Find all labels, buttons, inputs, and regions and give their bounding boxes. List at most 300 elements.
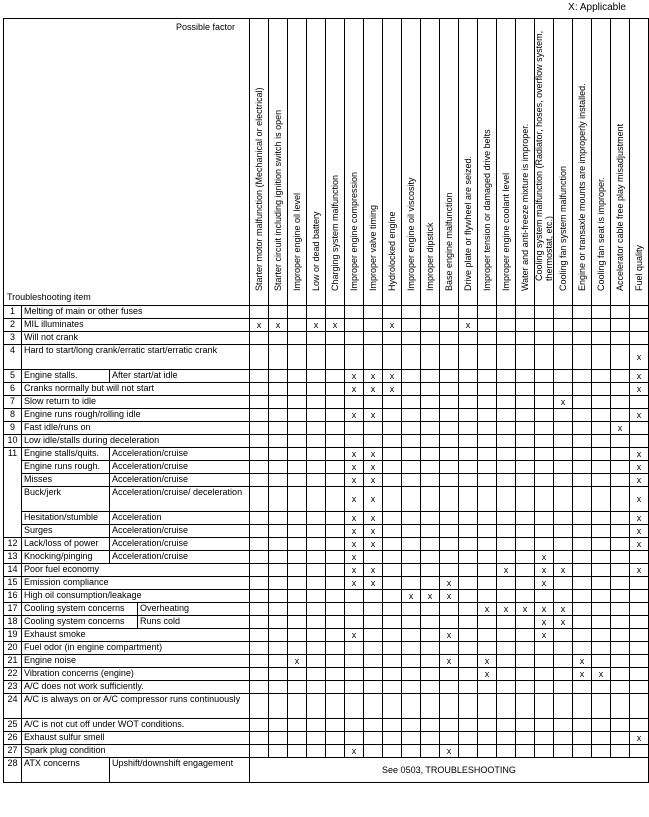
applicable-cell [269, 370, 288, 383]
applicable-cell [288, 590, 307, 603]
applicable-cell [516, 642, 535, 655]
applicable-cell [573, 590, 592, 603]
applicable-cell [592, 719, 611, 732]
applicable-cell [478, 681, 497, 694]
applicable-cell [478, 422, 497, 435]
factor-label: Water and anti-freeze mixture is improper. [519, 123, 530, 291]
table-row [4, 668, 649, 681]
applicable-cell [592, 396, 611, 409]
applicable-cell [250, 306, 269, 319]
table-row [4, 319, 649, 332]
applicable-cell: x [364, 383, 383, 396]
applicable-cell [535, 396, 554, 409]
table-row [4, 745, 649, 758]
applicable-cell [535, 642, 554, 655]
applicable-cell [345, 422, 364, 435]
applicable-cell [307, 474, 326, 487]
applicable-cell [383, 409, 402, 422]
applicable-cell [554, 681, 573, 694]
condition: Acceleration/cruise [110, 551, 250, 564]
applicable-cell [440, 448, 459, 461]
applicable-cell [592, 474, 611, 487]
applicable-cell [421, 448, 440, 461]
applicable-cell [497, 655, 516, 668]
applicable-cell [497, 487, 516, 512]
applicable-cell [269, 603, 288, 616]
applicable-cell [459, 681, 478, 694]
applicable-cell: x [345, 629, 364, 642]
applicable-cell [364, 435, 383, 448]
condition: Acceleration [110, 512, 250, 525]
applicable-cell [459, 732, 478, 745]
applicable-cell [459, 487, 478, 512]
applicable-cell [516, 732, 535, 745]
applicable-cell: x [269, 319, 288, 332]
applicable-cell [611, 345, 630, 370]
applicable-cell [402, 564, 421, 577]
row-number: 13 [4, 551, 22, 564]
applicable-cell [516, 383, 535, 396]
applicable-cell [421, 487, 440, 512]
applicable-cell [554, 590, 573, 603]
applicable-cell [535, 512, 554, 525]
applicable-cell [326, 306, 345, 319]
applicable-cell [573, 422, 592, 435]
troubleshooting-item: Exhaust smoke [22, 629, 250, 642]
applicable-cell [288, 383, 307, 396]
applicable-cell: x [630, 409, 649, 422]
applicable-cell [421, 435, 440, 448]
row-number: 21 [4, 655, 22, 668]
applicable-cell [250, 538, 269, 551]
condition: Overheating [138, 603, 250, 616]
applicable-cell [630, 668, 649, 681]
applicable-cell [516, 345, 535, 370]
table-row [4, 629, 649, 642]
applicable-cell [497, 616, 516, 629]
applicable-cell [516, 396, 535, 409]
applicable-cell [364, 551, 383, 564]
applicable-cell [383, 435, 402, 448]
applicable-cell [459, 370, 478, 383]
applicable-cell [440, 396, 459, 409]
row-number: 3 [4, 332, 22, 345]
applicable-cell [307, 332, 326, 345]
troubleshooting-item: Will not crank [22, 332, 250, 345]
applicable-cell [421, 409, 440, 422]
applicable-cell [288, 422, 307, 435]
applicable-cell [383, 448, 402, 461]
condition: Acceleration/cruise [110, 448, 250, 461]
applicable-cell [307, 383, 326, 396]
applicable-cell: x [630, 512, 649, 525]
row-number: 4 [4, 345, 22, 370]
applicable-cell [383, 332, 402, 345]
applicable-cell [383, 577, 402, 590]
applicable-cell [250, 590, 269, 603]
applicable-cell: x [326, 319, 345, 332]
applicable-cell: x [630, 383, 649, 396]
applicable-cell [383, 564, 402, 577]
applicable-cell [535, 732, 554, 745]
applicable-cell [250, 616, 269, 629]
applicable-cell [383, 474, 402, 487]
applicable-cell [383, 422, 402, 435]
applicable-cell: x [630, 461, 649, 474]
applicable-cell [592, 487, 611, 512]
applicable-cell [288, 448, 307, 461]
applicable-cell: x [535, 616, 554, 629]
table-row [4, 487, 649, 512]
applicable-cell [250, 564, 269, 577]
applicable-cell [497, 732, 516, 745]
applicable-cell [478, 616, 497, 629]
applicable-cell [269, 525, 288, 538]
applicable-cell [364, 719, 383, 732]
applicable-cell [288, 551, 307, 564]
applicable-cell [421, 306, 440, 319]
applicable-cell: x [364, 512, 383, 525]
applicable-cell [364, 319, 383, 332]
applicable-cell [383, 590, 402, 603]
applicable-cell [250, 745, 269, 758]
applicable-cell: x [459, 319, 478, 332]
applicable-cell [402, 345, 421, 370]
applicable-cell [535, 694, 554, 719]
applicable-cell [250, 668, 269, 681]
applicable-cell [516, 551, 535, 564]
applicable-cell [478, 409, 497, 422]
applicable-cell [288, 396, 307, 409]
applicable-cell [402, 319, 421, 332]
applicable-cell [383, 629, 402, 642]
applicable-cell [307, 642, 326, 655]
applicable-cell [383, 719, 402, 732]
applicable-cell [421, 668, 440, 681]
applicable-cell [611, 396, 630, 409]
applicable-cell [440, 668, 459, 681]
applicable-cell [402, 461, 421, 474]
condition: Acceleration/cruise [110, 525, 250, 538]
applicable-cell [573, 732, 592, 745]
applicable-cell [497, 332, 516, 345]
applicable-cell [250, 474, 269, 487]
applicable-cell [554, 487, 573, 512]
applicable-cell: x [535, 577, 554, 590]
see-reference: See 0503, TROUBLESHOOTING [250, 758, 649, 783]
applicable-cell [345, 306, 364, 319]
troubleshooting-item: MIL illuminates [22, 319, 250, 332]
applicable-cell [307, 396, 326, 409]
applicable-cell [573, 370, 592, 383]
condition: Acceleration/cruise [110, 538, 250, 551]
applicable-cell [402, 422, 421, 435]
applicable-cell [497, 525, 516, 538]
applicable-cell [421, 655, 440, 668]
applicable-cell [402, 512, 421, 525]
table-row [4, 306, 649, 319]
applicable-cell [326, 474, 345, 487]
applicable-cell: x [478, 668, 497, 681]
applicable-cell [573, 719, 592, 732]
applicable-cell [611, 551, 630, 564]
applicable-cell [326, 577, 345, 590]
applicable-cell [269, 435, 288, 448]
troubleshooting-item: High oil consumption/leakage [22, 590, 250, 603]
row-number: 12 [4, 538, 22, 551]
applicable-cell [250, 435, 269, 448]
applicable-cell [516, 512, 535, 525]
applicable-cell [459, 629, 478, 642]
applicable-cell [554, 512, 573, 525]
factor-header-18 [573, 19, 592, 306]
applicable-cell [478, 487, 497, 512]
applicable-cell: x [630, 538, 649, 551]
applicable-cell [402, 370, 421, 383]
applicable-cell [592, 306, 611, 319]
applicable-cell [535, 461, 554, 474]
applicable-cell [345, 345, 364, 370]
applicable-cell [383, 603, 402, 616]
applicable-cell [250, 345, 269, 370]
applicable-cell [269, 590, 288, 603]
applicable-cell [459, 668, 478, 681]
applicable-cell [307, 409, 326, 422]
applicable-cell [630, 590, 649, 603]
applicable-cell [269, 332, 288, 345]
troubleshooting-item: Engine stalls/quits. [22, 448, 110, 461]
applicable-cell [345, 642, 364, 655]
applicable-cell: x [345, 474, 364, 487]
applicable-cell [440, 551, 459, 564]
applicable-cell [326, 655, 345, 668]
applicable-cell [307, 422, 326, 435]
applicable-cell [459, 616, 478, 629]
applicable-cell: x [573, 668, 592, 681]
troubleshooting-table [3, 18, 649, 783]
troubleshooting-item: A/C does not work sufficiently. [22, 681, 250, 694]
applicable-cell [326, 551, 345, 564]
applicable-cell [402, 474, 421, 487]
applicable-cell: x [383, 319, 402, 332]
applicable-cell: x [402, 590, 421, 603]
row-number: 10 [4, 435, 22, 448]
table-row [4, 577, 649, 590]
applicable-cell [440, 461, 459, 474]
applicable-cell: x [440, 655, 459, 668]
applicable-cell [250, 422, 269, 435]
table-row [4, 422, 649, 435]
applicable-cell [497, 448, 516, 461]
applicable-cell [573, 409, 592, 422]
applicable-cell [440, 512, 459, 525]
factor-header-12 [459, 19, 478, 306]
applicable-cell [250, 448, 269, 461]
applicable-cell: x [364, 538, 383, 551]
applicable-cell [535, 681, 554, 694]
applicable-cell: x [345, 370, 364, 383]
applicable-cell [383, 732, 402, 745]
applicable-cell [516, 681, 535, 694]
troubleshooting-item: Engine noise [22, 655, 250, 668]
applicable-cell [535, 332, 554, 345]
applicable-cell [573, 319, 592, 332]
applicable-cell [573, 551, 592, 564]
applicable-cell: x [345, 512, 364, 525]
factor-header-15 [516, 19, 535, 306]
table-row [4, 551, 649, 564]
applicable-cell [573, 603, 592, 616]
applicable-cell [288, 370, 307, 383]
applicable-cell [440, 719, 459, 732]
applicable-cell: x [630, 487, 649, 512]
applicable-cell: x [421, 590, 440, 603]
applicable-cell [535, 525, 554, 538]
applicable-cell [554, 422, 573, 435]
applicable-cell [421, 422, 440, 435]
applicable-cell [554, 474, 573, 487]
applicable-cell [478, 435, 497, 448]
row-number: 5 [4, 370, 22, 383]
applicable-cell: x [630, 474, 649, 487]
applicable-cell [573, 564, 592, 577]
applicable-cell [478, 577, 497, 590]
applicable-cell: x [364, 525, 383, 538]
applicable-cell [326, 668, 345, 681]
applicable-cell [345, 332, 364, 345]
applicable-cell [326, 370, 345, 383]
applicable-cell [592, 332, 611, 345]
applicable-cell [421, 681, 440, 694]
applicable-cell [573, 487, 592, 512]
applicable-cell [326, 435, 345, 448]
applicable-cell [478, 694, 497, 719]
applicable-cell [573, 616, 592, 629]
legend: X: Applicable [568, 2, 626, 13]
applicable-cell [250, 694, 269, 719]
row-number: 9 [4, 422, 22, 435]
applicable-cell [250, 332, 269, 345]
applicable-cell [459, 345, 478, 370]
applicable-cell: x [345, 564, 364, 577]
applicable-cell [326, 383, 345, 396]
applicable-cell [535, 435, 554, 448]
applicable-cell [269, 694, 288, 719]
troubleshooting-item: ATX concerns [22, 758, 110, 783]
applicable-cell [307, 732, 326, 745]
applicable-cell [573, 396, 592, 409]
applicable-cell [535, 719, 554, 732]
applicable-cell [421, 512, 440, 525]
troubleshooting-item: Cooling system concerns [22, 603, 138, 616]
factor-label: Improper engine coolant level [500, 172, 511, 291]
applicable-cell [478, 551, 497, 564]
applicable-cell [459, 525, 478, 538]
applicable-cell [478, 719, 497, 732]
applicable-cell [554, 461, 573, 474]
applicable-cell [554, 332, 573, 345]
applicable-cell [592, 538, 611, 551]
applicable-cell [554, 306, 573, 319]
applicable-cell [307, 745, 326, 758]
applicable-cell [250, 525, 269, 538]
applicable-cell: x [535, 629, 554, 642]
factor-header-8 [383, 19, 402, 306]
applicable-cell [611, 616, 630, 629]
applicable-cell [440, 422, 459, 435]
applicable-cell [630, 719, 649, 732]
applicable-cell: x [345, 487, 364, 512]
row-number: 16 [4, 590, 22, 603]
applicable-cell [440, 306, 459, 319]
table-row [4, 474, 649, 487]
applicable-cell [307, 435, 326, 448]
applicable-cell [288, 745, 307, 758]
applicable-cell [573, 474, 592, 487]
applicable-cell: x [478, 655, 497, 668]
applicable-cell [326, 461, 345, 474]
applicable-cell [459, 564, 478, 577]
applicable-cell: x [554, 564, 573, 577]
applicable-cell [554, 525, 573, 538]
factor-label: Accelerator cable free play misadjustment [614, 123, 625, 291]
applicable-cell [535, 538, 554, 551]
applicable-cell [497, 383, 516, 396]
applicable-cell [535, 745, 554, 758]
applicable-cell [288, 525, 307, 538]
applicable-cell [630, 577, 649, 590]
applicable-cell: x [535, 564, 554, 577]
applicable-cell [630, 435, 649, 448]
table-row [4, 345, 649, 370]
applicable-cell [554, 370, 573, 383]
applicable-cell [364, 732, 383, 745]
applicable-cell [516, 668, 535, 681]
applicable-cell [573, 745, 592, 758]
applicable-cell [630, 319, 649, 332]
row-number: 11 [4, 448, 22, 538]
row-number: 2 [4, 319, 22, 332]
applicable-cell: x [630, 345, 649, 370]
applicable-cell [288, 435, 307, 448]
applicable-cell [421, 603, 440, 616]
applicable-cell [478, 525, 497, 538]
applicable-cell [497, 642, 516, 655]
applicable-cell: x [478, 603, 497, 616]
applicable-cell: x [440, 590, 459, 603]
applicable-cell: x [554, 603, 573, 616]
applicable-cell [345, 435, 364, 448]
factor-label: Charging system malfunction [329, 174, 340, 291]
table-row [4, 370, 649, 383]
applicable-cell [459, 694, 478, 719]
applicable-cell [402, 681, 421, 694]
applicable-cell [497, 719, 516, 732]
applicable-cell [402, 694, 421, 719]
applicable-cell: x [573, 655, 592, 668]
table-row [4, 512, 649, 525]
applicable-cell [516, 564, 535, 577]
applicable-cell [250, 461, 269, 474]
applicable-cell: x [440, 629, 459, 642]
row-number: 27 [4, 745, 22, 758]
applicable-cell: x [345, 745, 364, 758]
troubleshooting-item: Misses [22, 474, 110, 487]
applicable-cell [611, 538, 630, 551]
applicable-cell [592, 461, 611, 474]
troubleshooting-item: A/C is not cut off under WOT conditions. [22, 719, 250, 732]
applicable-cell [364, 332, 383, 345]
